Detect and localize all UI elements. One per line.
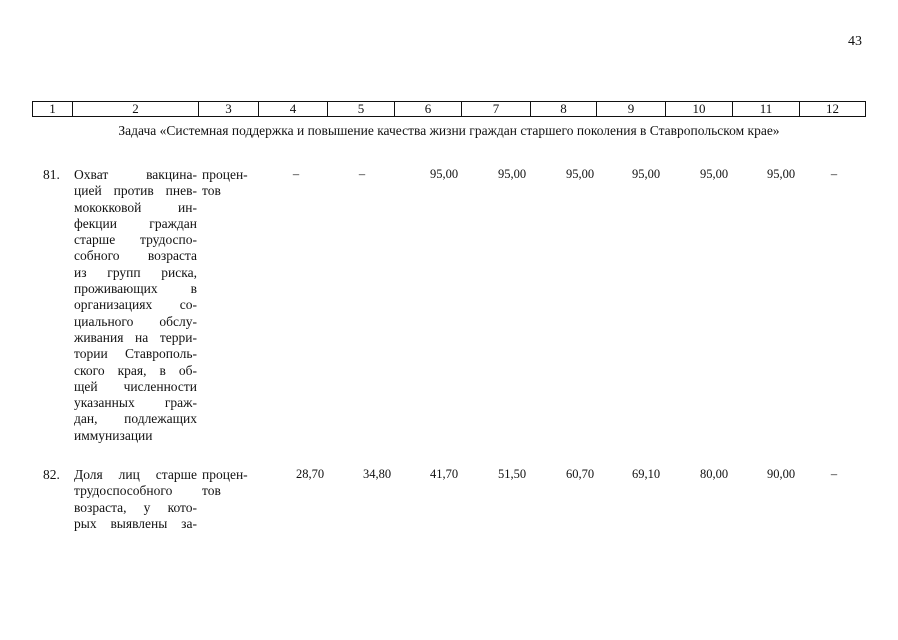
header-col-2: 2 [73,102,199,116]
row-value-col10: 80,00 [699,467,729,481]
page-number: 43 [848,34,862,49]
row-name-line: собного возраста [74,248,197,264]
row-value-col7: 95,00 [497,167,527,181]
row-name-line: живания на терри- [74,329,197,345]
row-name-line: Доля лиц старше [74,467,197,482]
row-unit [202,467,262,500]
row-name-line: проживающих в [74,281,197,297]
row-name-line: ского края, в об- [74,362,197,378]
header-col-6: 6 [395,102,462,116]
row-name-line: Охват вакцина- [74,167,197,182]
row-value-col7: 51,50 [497,467,527,481]
row-name-line: указанных граж- [74,395,197,411]
row-name-line: цией против пнев- [74,183,197,199]
row-value-col11: 90,00 [766,467,796,481]
row-value-col8: 60,70 [565,467,595,481]
header-col-3: 3 [199,102,259,116]
row-value-col9: 69,10 [631,467,661,481]
header-col-11: 11 [733,102,800,116]
row-name-line: мококковой ин- [74,199,197,215]
row-value-col6: 41,70 [429,467,459,481]
row-number: 81. [43,167,60,182]
row-value-col4: – [292,167,300,181]
row-value-col5: 34,80 [362,467,392,481]
row-name-line: рых выявлены за- [74,515,197,531]
task-title: Задача «Системная поддержка и повышение качества жизни граждан старшего поколения в Ставропольском крае» [118,123,780,138]
row-name-line: из групп риска, [74,264,197,280]
row-value-col12: – [830,167,838,181]
table-header [32,101,866,117]
row-unit-line: процен- [202,467,248,482]
row-name-line: трудоспособного [74,483,173,499]
row-value-col8: 95,00 [565,167,595,181]
row-name-line: щей численности [74,378,197,394]
header-col-12: 12 [826,101,839,116]
row-name-line: фекции граждан [74,215,197,231]
row-value-col9: 95,00 [631,167,661,181]
row-name-line: тории Ставрополь- [74,346,197,362]
header-col-9: 9 [597,102,666,116]
row-unit-line: тов [202,183,221,199]
row-name [74,167,197,444]
row-unit-line: процен- [202,167,248,182]
header-col-7: 7 [462,102,531,116]
header-col-8: 8 [531,102,597,116]
row-value-col10: 95,00 [699,167,729,181]
row-number: 82. [43,467,60,482]
row-name [74,467,197,532]
row-value-col12: – [830,467,838,481]
row-name-line: иммунизации [74,427,153,443]
row-value-col5: – [358,167,366,181]
row-value-col4: 28,70 [295,467,325,481]
row-value-col6: 95,00 [429,167,459,181]
row-unit-line: тов [202,483,221,499]
header-col-4: 4 [259,102,328,116]
header-col-5: 5 [328,102,395,116]
row-unit [202,167,262,200]
header-col-10: 10 [666,102,733,116]
row-name-line: организациях со- [74,297,197,313]
header-col-1: 1 [33,102,73,116]
row-name-line: старше трудоспо- [74,232,197,248]
row-name-line: дан, подлежащих [74,411,197,427]
row-name-line: циального обслу- [74,313,197,329]
row-value-col11: 95,00 [766,167,796,181]
row-name-line: возраста, у кото- [74,499,197,515]
